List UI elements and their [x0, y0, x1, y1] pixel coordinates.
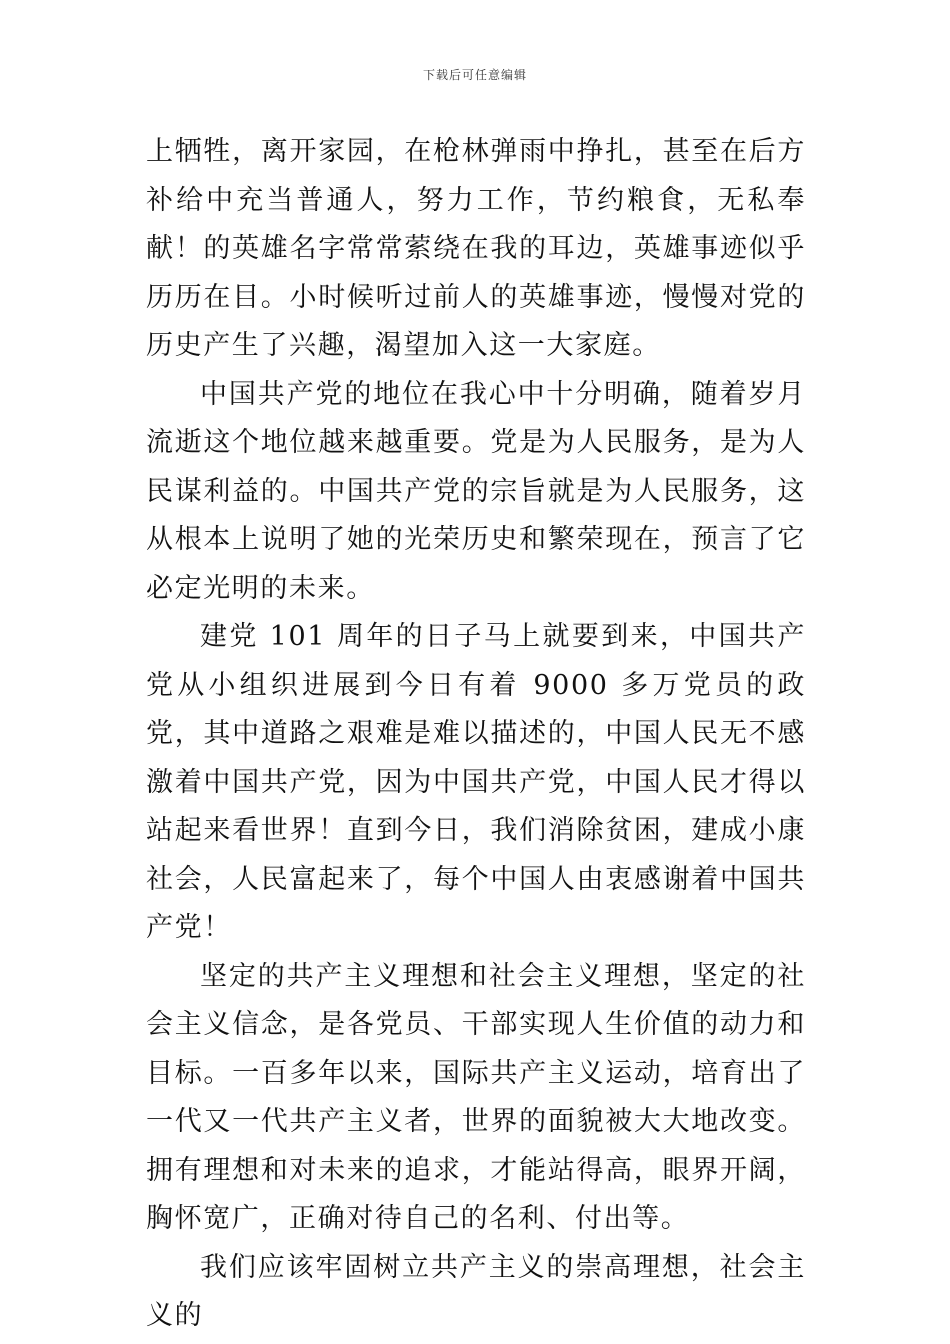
- page-header: 下载后可任意编辑: [422, 68, 527, 82]
- paragraph-continued: 上牺牲，离开家园，在枪林弹雨中挣扎，甚至在后方补给中充当普通人，努力工作，节约粮食，无私奉献！的英雄名字常常萦绕在我的耳边，英雄事迹似乎历历在目。小时候听过前人的英雄事迹，慢慢对党的历史产生了兴趣，渴望加入这一大家庭。: [146, 136, 806, 361]
- paragraph: 坚定的共产主义理想和社会主义理想，坚定的社会主义信念，是各党员、干部实现人生价值的动力和目标。一百多年以来，国际共产主义运动，培育出了一代又一代共产主义者，世界的面貌被大大地改变。拥有理想和对未来的追求，才能站得高，眼界开阔，胸怀宽广，正确对待自己的名利、付出等。: [146, 960, 806, 1234]
- paragraph: 我们应该牢固树立共产主义的崇高理想，社会主义的: [146, 1251, 806, 1331]
- paragraph: 建党 101 周年的日子马上就要到来，中国共产党从小组织进展到今日有着 9000 多万党员的政党，其中道路之艰难是难以描述的，中国人民无不感激着中国共产党，因为中国共产党，中国人民才得以站起来看世界！直到今日，我们消除贫困，建成小康社会，人民富起来了，每个中国人由衷感谢着中国共产党！: [146, 621, 806, 943]
- paragraph: 中国共产党的地位在我心中十分明确，随着岁月流逝这个地位越来越重要。党是为人民服务，是为人民谋利益的。中国共产党的宗旨就是为人民服务，这从根本上说明了她的光荣历史和繁荣现在，预言了它必定光明的未来。: [146, 378, 806, 604]
- document-body: [146, 128, 806, 1341]
